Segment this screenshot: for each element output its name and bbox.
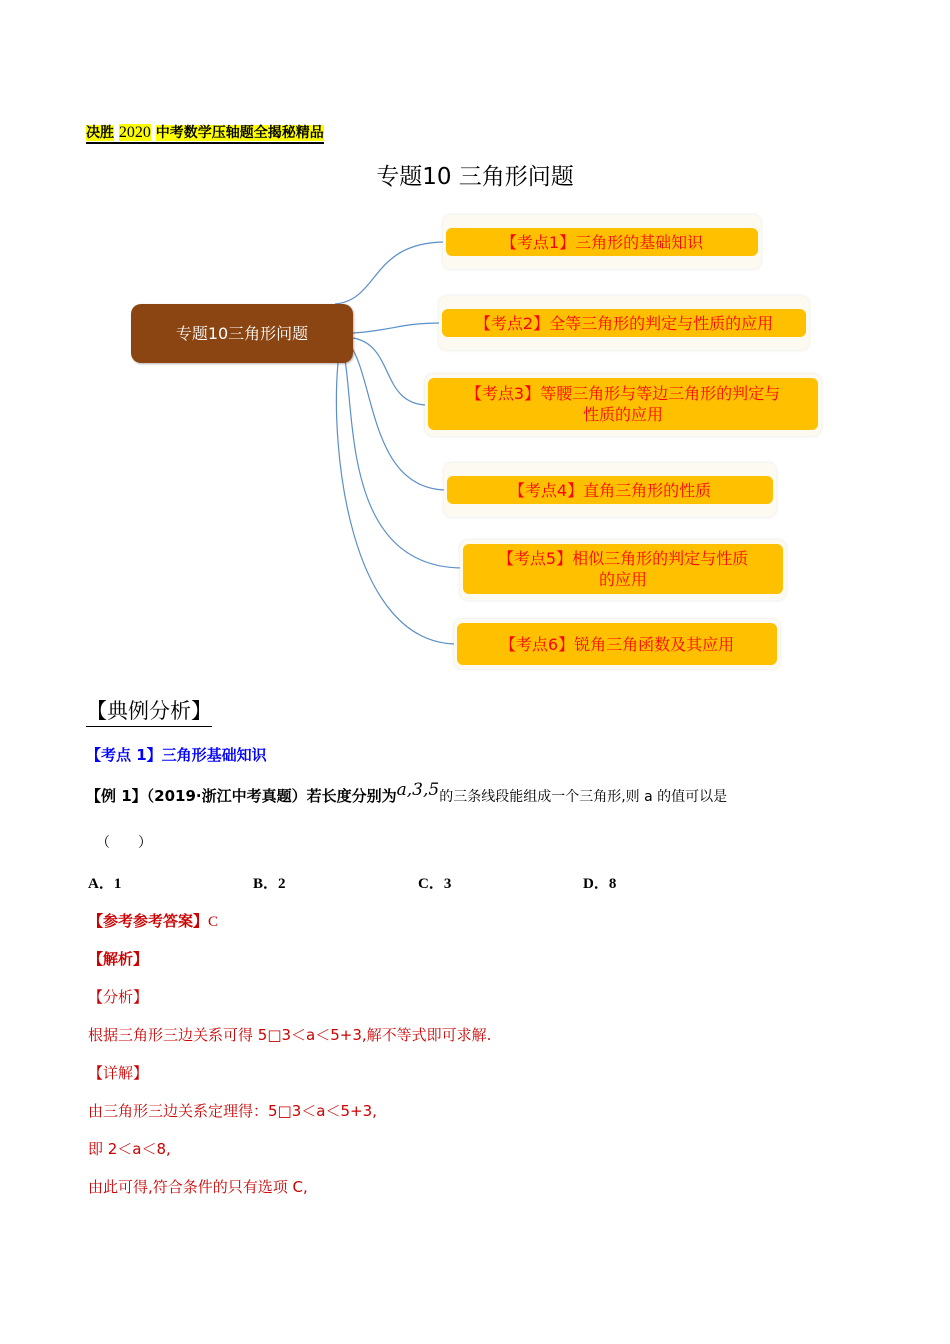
example-math: a,3,5	[396, 780, 440, 800]
option-b: B．2	[253, 876, 286, 892]
example-question	[86, 780, 728, 809]
connector-1	[335, 242, 446, 304]
kaodian-node-1-text: 【考点1】三角形的基础知识	[500, 232, 704, 252]
option-d: D．8	[583, 876, 617, 892]
fenxi-label: 【分析】	[88, 988, 149, 1006]
kaodian-label: 【考点 1】三角形基础知识	[86, 746, 267, 764]
xiangjie-line-2: 即 2＜a＜8,	[88, 1140, 171, 1158]
kaodian-node-5	[463, 544, 783, 594]
kaodian-node-6-text: 【考点6】锐角三角函数及其应用	[499, 634, 735, 654]
xiangjie-line-3: 由此可得,符合条件的只有选项 C,	[88, 1178, 308, 1196]
mindmap-root: 专题10三角形问题	[131, 304, 353, 363]
section-heading: 【典例分析】	[86, 697, 212, 727]
xiangjie-line-1: 由三角形三边关系定理得：5□3＜a＜5+3,	[88, 1102, 377, 1120]
kaodian-node-1	[446, 228, 758, 256]
option-a: A．1	[88, 876, 122, 892]
kaodian-node-5-line-1: 【考点5】相似三角形的判定与性质	[497, 549, 749, 568]
xiangjie-label: 【详解】	[88, 1064, 149, 1082]
kaodian-node-2	[442, 309, 806, 337]
example-rest: 的三条线段能组成一个三角形,则 a 的值可以是	[439, 789, 728, 805]
kaodian-node-5-line-2: 的应用	[598, 570, 647, 589]
analysis-label: 【解析】	[88, 950, 149, 968]
example-source: （2019·浙江中考真题）若长度分别为	[146, 787, 397, 805]
answer-label: 【参考参考答案】	[88, 912, 209, 930]
kaodian-node-2-text: 【考点2】全等三角形的判定与性质的应用	[474, 313, 774, 333]
answer-blank: （ ）	[96, 835, 152, 851]
connector-3	[353, 338, 428, 405]
kaodian-node-3	[428, 378, 818, 430]
kaodian-node-3-line-1: 【考点3】等腰三角形与等边三角形的判定与	[465, 384, 781, 403]
connector-2	[353, 323, 442, 333]
kaodian-node-4	[447, 476, 773, 504]
kaodian-node-6	[457, 623, 777, 665]
fenxi-text: 根据三角形三边关系可得 5□3＜a＜5+3,解不等式即可求解.	[88, 1026, 492, 1044]
option-c: C．3	[418, 876, 452, 892]
kaodian-node-3-line-2: 性质的应用	[582, 405, 663, 424]
answer-value: C	[208, 914, 219, 930]
header-tag-post: 中考数学压轴题全揭秘精品	[155, 125, 324, 141]
page-title: 专题10 三角形问题	[376, 164, 574, 190]
header-tag-pre: 决胜	[86, 125, 114, 141]
answer-line	[88, 910, 218, 931]
header-tag-year: 2020	[118, 124, 151, 141]
example-tag: 【例 1】	[86, 787, 147, 805]
kaodian-node-4-text: 【考点4】直角三角形的性质	[508, 480, 712, 500]
